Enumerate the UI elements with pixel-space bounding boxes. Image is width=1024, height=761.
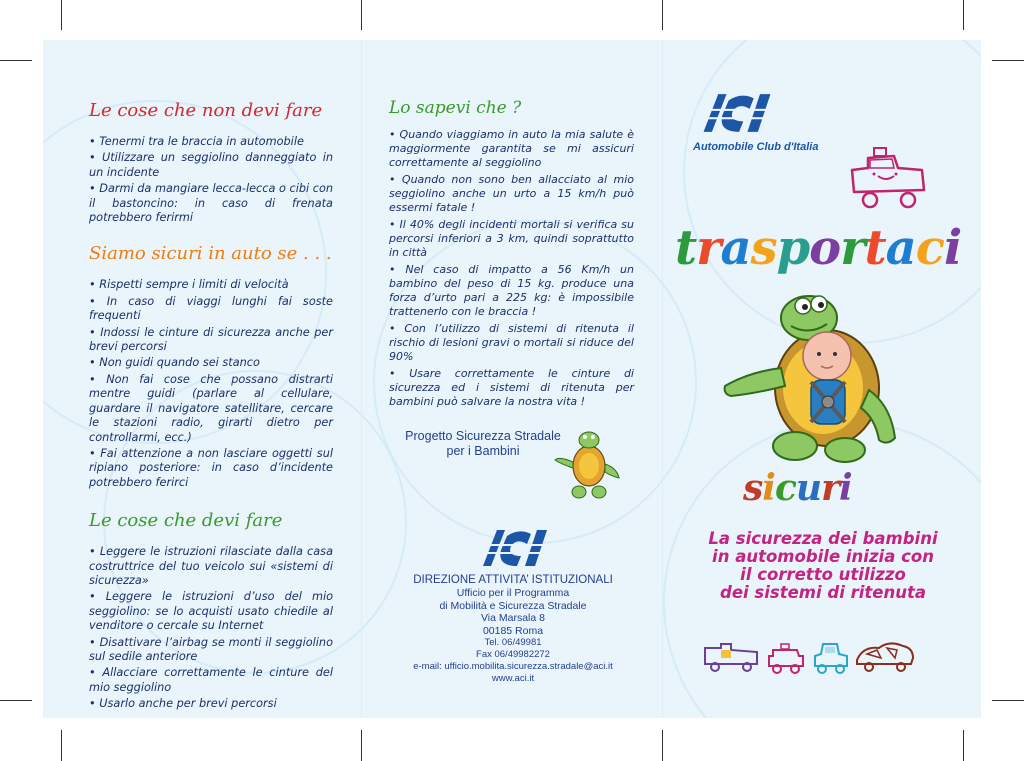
tagline [683,530,963,602]
crop-mark [963,0,964,30]
title-letter: s [750,220,777,276]
list-item: • Utilizzare un seggiolino danneggiato in un incidente [89,151,333,179]
title-trasportaci [675,220,975,276]
title-letter: o [809,220,841,276]
list-item: • Allacciare correttamente le cinture del mio seggiolino [89,666,333,694]
list-item: • Fai attenzione a non lasciare oggetti sul ripiano posteriore: in caso d’incidente potrebbero ferirci [89,446,333,489]
title-letter: i [839,467,852,509]
title-letter: i [944,220,962,276]
address-line: e-mail: ufficio.mobilita.sicurezza.stradale@aci.it [413,661,613,672]
title-letter: t [675,220,697,276]
list-item: • Non fai cose che possano distrarti mentre guidi (parlare al cellulare, guardare il navigatore satellitare, cercare le stazioni radio, girarti dietro per controllarmi, ecc.) [89,372,333,444]
crop-mark [992,700,1024,701]
address-line: Ufficio per il Programma [456,587,570,599]
do-list [89,545,333,711]
safe-list [89,278,333,490]
project-line2: per i Bambini [446,444,520,458]
list-item: • Non guidi quando sei stanco [89,356,260,370]
crop-mark [61,730,62,761]
brochure-sheet [43,40,981,718]
small-car-illustration [767,642,805,674]
crop-mark [0,60,32,61]
crop-mark [992,60,1024,61]
heading-safe: Siamo sicuri in auto se . . . [89,243,332,265]
title-letter: p [776,220,810,276]
crop-mark [963,730,964,761]
van-illustration [813,642,849,674]
title-letter: r [696,220,721,276]
tagline-line: La sicurezza dei bambini [708,529,938,548]
address-block [388,573,638,685]
list-item: • Quando non sono ben allacciato al mio seggiolino anche un urto a 15 km/h può essermi fatale ! [389,173,634,214]
aci-caption: Automobile Club d'Italia [693,141,819,153]
scribble-car-illustration [853,638,917,674]
list-item: • Tenermi tra le braccia in automobile [89,135,304,148]
toy-car-illustration [848,146,928,212]
knew-list [389,128,634,409]
title-letter: r [821,467,840,509]
crop-mark [361,730,362,761]
list-item: • Quando viaggiamo in auto la mia salute è maggiormente garantita se mi assicuri correttamente al seggiolino [389,128,634,169]
aci-logo-middle [475,526,555,570]
small-turtle-illustration [551,424,627,504]
crop-mark [61,0,62,30]
crop-mark [662,0,663,30]
crop-mark [662,730,663,761]
list-item: • Con l’utilizzo di sistemi di ritenuta il rischio di lesioni gravi o mortali si riduce del 90% [389,322,634,363]
subtitle-letters [743,467,852,509]
address-line: di Mobilità e Sicurezza Stradale [439,599,587,612]
address-line: Tel. 06/49981 [484,637,542,648]
project-line1: Progetto Sicurezza Stradale [405,429,561,443]
list-item: • Il 40% degli incidenti mortali si verifica su percorsi inferiori a 3 km, quindi soprattutto in città [389,218,634,259]
list-item: • Darmi da mangiare lecca-lecca o cibi con il bastoncino: in caso di frenata potrebbero ferirmi [89,182,334,225]
list-item: • Usarlo anche per brevi percorsi [89,697,277,711]
title-letter: r [840,220,865,276]
title-letter: c [774,467,796,509]
address-line: DIREZIONE ATTIVITA’ ISTITUZIONALI [413,574,613,586]
heading-knew: Lo sapevi che ? [389,98,522,118]
crop-mark [0,700,32,701]
address-line: 00185 Roma [482,624,544,637]
title-letter: t [864,220,886,276]
address-line: Fax 06/49982272 [476,649,550,660]
aci-logo-mark [694,90,780,136]
list-item: • In caso di viaggi lunghi fai soste frequenti [89,294,333,323]
list-item: • Disattivare l’airbag se monti il seggiolino sul sedile anteriore [89,635,333,663]
turtle-baby-illustration [719,290,909,465]
project-caption [393,429,573,459]
address-line: www.aci.it [491,673,535,684]
address-line: Via Marsala 8 [480,612,545,624]
dont-list [89,135,333,225]
truck-illustration [701,640,761,674]
title-letter: u [795,467,822,509]
tagline-line: il corretto utilizzo [740,565,906,584]
aci-logo-right [694,90,784,136]
title-letters [675,220,961,276]
fold-line [662,40,663,718]
list-item: • Leggere le istruzioni rilasciate dalla casa costruttrice del tuo veicolo sui «sistemi di sicurezza» [89,545,333,587]
aci-logo-mark [475,526,555,570]
fold-line [361,40,362,718]
tagline-line: in automobile inizia con [712,547,934,566]
title-letter: s [743,467,763,509]
list-item: • Nel caso di impatto a 56 Km/h un bambino del peso di 15 kg. produce una forza d’urto pari a 225 kg: è impossibile trattenerlo con le braccia ! [389,263,634,318]
subtitle-sicuri [743,466,903,510]
list-item: • Rispetti sempre i limiti di velocità [89,278,289,292]
title-letter: a [885,220,916,276]
heading-dont: Le cose che non devi fare [89,100,323,121]
panel-middle [389,98,634,412]
list-item: • Indossi le cinture di sicurezza anche per brevi percorsi [89,325,333,354]
title-letter: c [915,220,944,276]
crop-mark [361,0,362,30]
panel-left [89,100,333,714]
list-item: • Leggere le istruzioni d’uso del mio seggiolino: se lo acquisti usato chiedile al venditore o cercale su Internet [89,590,333,633]
tagline-line: dei sistemi di ritenuta [720,583,926,602]
title-letter: a [720,220,751,276]
list-item: • Usare correttamente le cinture di sicurezza ed i sistemi di ritenuta per bambini può salvare la nostra vita ! [389,367,634,408]
title-letter: i [762,467,775,509]
heading-do: Le cose che devi fare [89,510,283,532]
